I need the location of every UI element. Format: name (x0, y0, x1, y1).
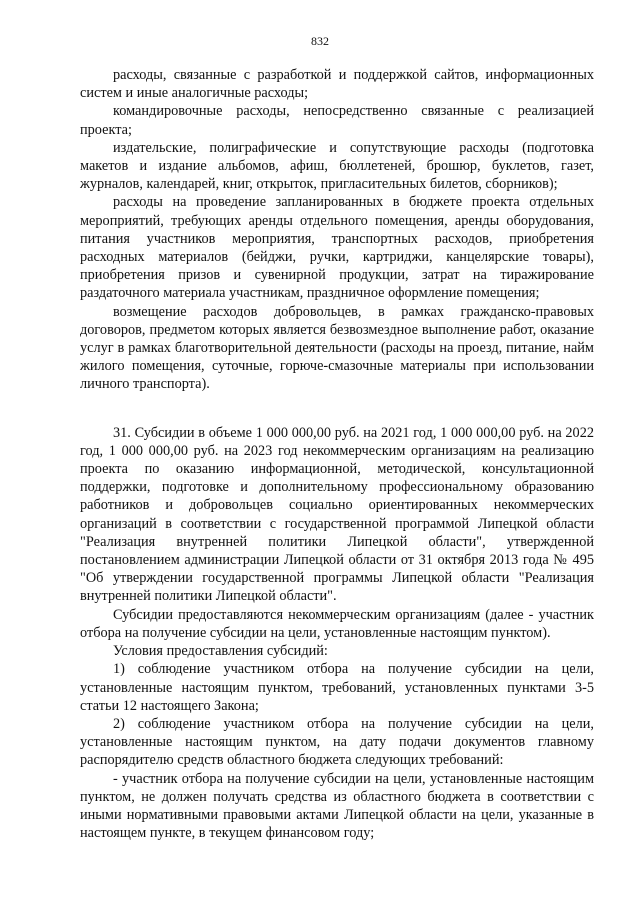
paragraph-expense-websites: расходы, связанные с разработкой и поддержкой сайтов, информационных систем и иные аналогичные расходы; (80, 67, 594, 102)
paragraph-expense-printing: издательские, полиграфические и сопутствующие расходы (подготовка макетов и издание альбомов, афиш, бюллетеней, брошюр, буклетов, газет, журналов, календарей, книг, открыток, пригласительных билетов, сборников); (80, 139, 594, 193)
paragraph-conditions-heading: Условия предоставления субсидий: (113, 643, 328, 660)
page-number: 832 (311, 34, 329, 48)
paragraph-expense-events: расходы на проведение запланированных в бюджете проекта отдельных мероприятий, требующих аренды отдельного помещения, аренды оборудования, питания участников мероприятия, транспортных расходов, приобретения расходных материалов (бейджи, ручки, картриджи, канцелярские товары), приобретения призов и сувенирной продукции, затрат на тиражирование раздаточного материала участникам, праздничное оформление помещения; (80, 194, 594, 302)
document-body (80, 66, 594, 842)
paragraph-condition-2: 2) соблюдение участником отбора на получение субсидии на цели, установленные настоящим пунктом, на дату подачи документов главному распорядителю средств областного бюджета следующих требований: (80, 715, 594, 769)
paragraph-expense-volunteers: возмещение расходов добровольцев, в рамках гражданско-правовых договоров, предметом которых является безвозмездное выполнение работ, оказание услуг в рамках благотворительной деятельности (расходы на проезд, питание, найм жилого помещения, суточные, горюче-смазочные материалы при использовании личного транспорта). (80, 303, 594, 393)
paragraph-requirement-1: - участник отбора на получение субсидии на цели, установленные настоящим пунктом, не должен получать средства из областного бюджета в соответствии с иными нормативными правовыми актами Липецкой области на цели, указанные в настоящем пункте, в текущем финансовом году; (80, 770, 594, 842)
paragraph-expense-travel: командировочные расходы, непосредственно связанные с реализацией проекта; (80, 103, 594, 138)
paragraph-condition-1: 1) соблюдение участником отбора на получение субсидии на цели, установленные настоящим пунктом, требований, установленных пунктами 3-5 статьи 12 настоящего Закона; (80, 661, 594, 714)
paragraph-item-31: 31. Субсидии в объеме 1 000 000,00 руб. на 2021 год, 1 000 000,00 руб. на 2022 год, 1 000 000,00 руб. на 2023 год некоммерческим организациям на реализацию проекта по оказанию информационной, методической, консультационной поддержки, подготовке и дополнительному профессиональному образованию работников и добровольцев социально ориентированных некоммерческих организаций в соответствии с государственной программой Липецкой области "Реализация внутренней политики Липецкой области", утвержденной постановлением администрации Липецкой области от 31 октября 2013 года № 495 "Об утверждении государственной программы Липецкой области "Реализация внутренней политики Липецкой области". (80, 424, 594, 605)
paragraph-subsidy-recipients: Субсидии предоставляются некоммерческим организациям (далее - участник отбора на получение субсидии на цели, установленные настоящим пунктом). (80, 606, 594, 641)
